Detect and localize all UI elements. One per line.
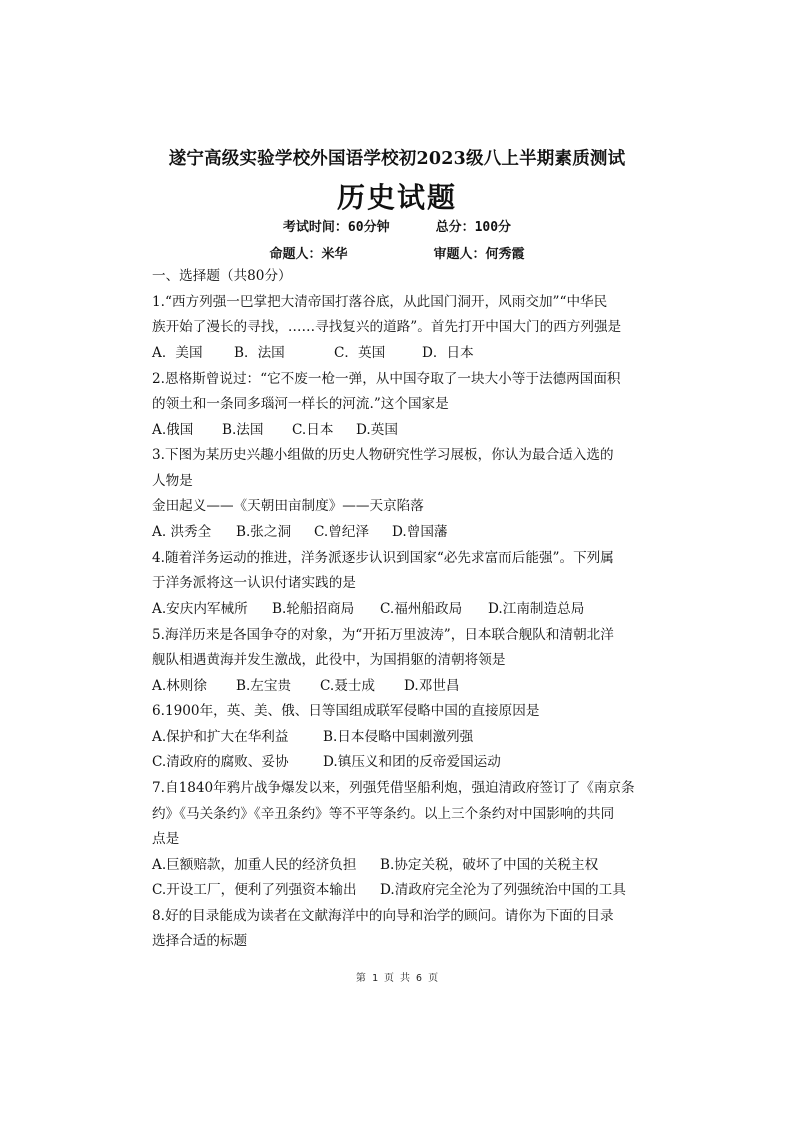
question-4-option-c: C.福州船政局 (380, 601, 463, 617)
question-3-option-d: D.曾国藩 (392, 524, 448, 540)
question-2-line-2: 的领土和一条同多瑙河一样长的河流.”这个国家是 (152, 396, 449, 412)
question-5-line-1: 5.海洋历来是各国争夺的对象，为“开拓万里波涛”，日本联合舰队和清朝北洋 (152, 627, 614, 643)
question-5-options (152, 677, 460, 695)
exam-time-label: 考试时间：60分钟 (282, 220, 390, 235)
total-score-label: 总分：100分 (435, 220, 512, 235)
section-title: 一、选择题（共80分） (152, 268, 292, 284)
question-3-option-b: B.张之洞 (236, 524, 292, 540)
question-7-option-a: A.巨额赔款，加重人民的经济负担 (152, 857, 357, 873)
question-1-line-2: 族开始了漫长的寻找，……寻找复兴的道路”。首先打开中国大门的西方列强是 (152, 319, 622, 335)
question-1-line-1: 1.“西方列强一巴掌把大清帝国打落谷底，从此国门洞开，风雨交加”“中华民 (152, 294, 608, 310)
question-3-options (152, 523, 448, 541)
question-4-option-b: B.轮船招商局 (272, 601, 355, 617)
question-5-option-d: D.邓世昌 (404, 678, 460, 694)
question-1-option-c: C．英国 (334, 345, 386, 361)
reviewer-label: 审题人：何秀霞 (433, 247, 525, 262)
question-1-option-a: A．美国 (152, 345, 203, 361)
question-7-options-row-1 (152, 856, 598, 874)
question-2-option-b: B.法国 (222, 422, 264, 438)
question-7-line-2: 约》《马关条约》《辛丑条约》等不平等条约。以上三个条约对中国影响的共同 (152, 806, 615, 822)
question-5-option-b: B.左宝贵 (236, 678, 292, 694)
question-2-option-c: C.日本 (292, 422, 334, 438)
question-7-options-row-2 (152, 881, 626, 899)
question-6-options-row-1 (152, 728, 473, 746)
question-4-options (152, 600, 584, 618)
question-3-line-3: 金田起义——《天朝田亩制度》——天京陷落 (152, 498, 424, 514)
question-4-option-a: A.安庆内军械所 (152, 601, 248, 617)
question-2-option-d: D.英国 (356, 422, 398, 438)
question-2-options (152, 421, 398, 439)
question-7-line-1: 7.自1840年鸦片战争爆发以来，列强凭借坚船利炮，强迫清政府签订了《南京条 (152, 780, 635, 796)
question-5-option-a: A.林则徐 (152, 678, 207, 694)
question-6-options-row-2 (152, 753, 501, 771)
question-1-options (152, 344, 474, 362)
question-3-line-2: 人物是 (152, 473, 193, 489)
question-1-option-b: B．法国 (234, 345, 285, 361)
question-7-option-b: B.协定关税，破坏了中国的关税主权 (380, 857, 599, 873)
question-4-line-1: 4.随着洋务运动的推进，洋务派逐步认识到国家“必先求富而后能强”。下列属 (152, 550, 614, 566)
subject-title: 历史试题 (336, 181, 457, 214)
question-5-option-c: C.聂士成 (320, 678, 376, 694)
question-6-option-d: D.镇压义和团的反帝爱国运动 (323, 754, 501, 770)
question-5-line-2: 舰队相遇黄海并发生激战，此役中，为国捐躯的清朝将领是 (152, 652, 506, 668)
question-7-option-d: D.清政府完全沦为了列强统治中国的工具 (380, 882, 626, 898)
question-4-line-2: 于洋务派将这一认识付诸实践的是 (152, 575, 356, 591)
question-7-line-3: 点是 (152, 831, 180, 847)
question-6-option-b: B.日本侵略中国刺激列强 (323, 729, 474, 745)
question-8-line-1: 8.好的目录能成为读者在文献海洋中的向导和治学的顾问。请你为下面的目录 (152, 908, 614, 924)
question-6-line-1: 6.1900年，英、美、俄、日等国组成联军侵略中国的直接原因是 (152, 703, 540, 719)
question-3-line-1: 3.下图为某历史兴趣小组做的历史人物研究性学习展板，你认为最合适入选的 (152, 447, 614, 463)
question-2-option-a: A.俄国 (152, 422, 194, 438)
exam-meta-line-1 (0, 216, 794, 235)
question-4-option-d: D.江南制造总局 (488, 601, 585, 617)
question-3-option-c: C.曾纪泽 (314, 524, 370, 540)
question-7-option-c: C.开设工厂，便利了列强资本输出 (152, 882, 357, 898)
page-footer: 第 1 页 共 6 页 (355, 973, 439, 984)
exam-meta-line-2 (0, 243, 794, 262)
author-label: 命题人：米华 (269, 247, 348, 262)
question-2-line-1: 2.恩格斯曾说过：“它不废一枪一弹，从中国夺取了一块大小等于法德两国面积 (152, 371, 621, 387)
question-1-option-d: D．日本 (422, 345, 474, 361)
question-8-line-2: 选择合适的标题 (152, 933, 248, 949)
question-6-option-c: C.清政府的腐败、妥协 (152, 754, 289, 770)
question-3-option-a: A. 洪秀全 (152, 524, 212, 540)
question-6-option-a: A.保护和扩大在华利益 (152, 729, 289, 745)
school-title: 遂宁高级实验学校外国语学校初2023级八上半期素质测试 (168, 149, 626, 169)
